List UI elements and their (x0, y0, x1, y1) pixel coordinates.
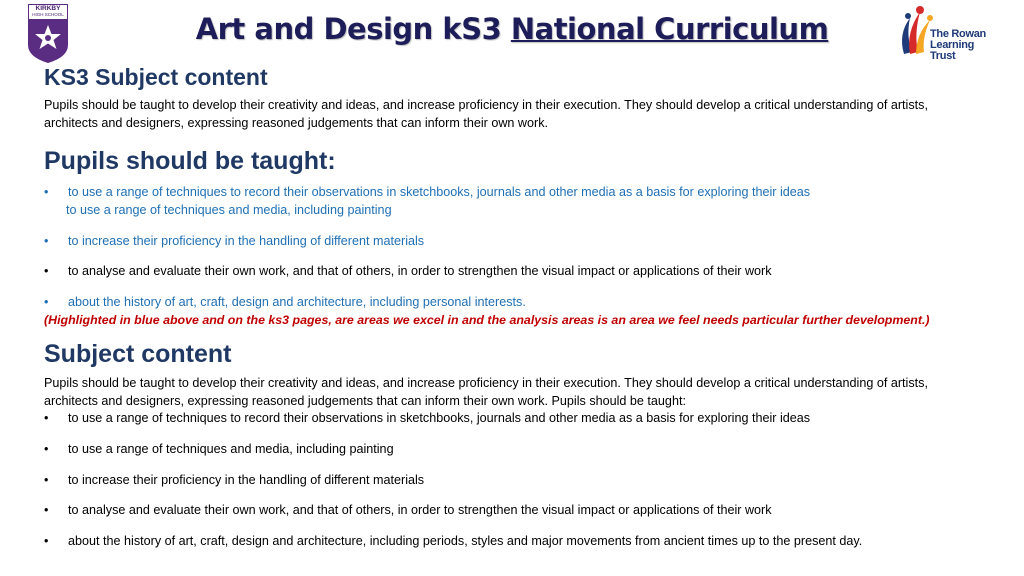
school-logo-subtitle: HIGH SCHOOL (32, 12, 64, 17)
list-item-text: to analyse and evaluate their own work, and that of others, in order to strengthen the visual impact or applications of their work (68, 503, 772, 517)
list-item-text: to analyse and evaluate their own work, and that of others, in order to strengthen the visual impact or applications of their work (68, 264, 772, 278)
bullet-dot: • (44, 264, 49, 278)
ks3-intro-paragraph: Pupils should be taught to develop their creativity and ideas, and increase proficiency in their execution. They should develop a critical understanding of artists, architects and designers, expressing reasoned judgements that can inform their own work. (44, 98, 928, 130)
school-logo-name: KIRKBY (35, 5, 61, 12)
bullet-dot: • (44, 295, 49, 309)
bullet-dot: • (44, 411, 49, 425)
list-item-text: about the history of art, craft, design and architecture, including periods, styles and major movements from ancient times up to the present day. (68, 534, 863, 548)
bullet-dot: • (44, 534, 49, 548)
ks3-subject-heading: KS3 Subject content (44, 64, 268, 90)
trust-logo-text (930, 29, 1000, 62)
trust-logo-line1: The Rowan (930, 28, 986, 40)
highlight-note: (Highlighted in blue above and on the ks3 pages, are areas we excel in and the analysis areas is an area we feel needs particular further development.) (44, 313, 930, 327)
subject-intro-paragraph: Pupils should be taught to develop their creativity and ideas, and increase proficiency in their execution. They should develop a critical understanding of artists, architects and designers, expressing reasoned judgements that can inform their own work. Pupils should be taught: (44, 376, 928, 408)
page-title (0, 12, 1024, 46)
list-item-text: to increase their proficiency in the handling of different materials (68, 234, 425, 248)
bullet-dot: • (44, 442, 49, 456)
list-item-continuation: to use a range of techniques and media, including painting (66, 203, 392, 217)
bullet-dot: • (44, 185, 49, 199)
list-item-text: to use a range of techniques to record their observations in sketchbooks, journals and other media as a basis for exploring their ideas (68, 411, 811, 425)
subject-content-heading: Subject content (44, 340, 232, 368)
national-curriculum-link[interactable]: National Curriculum (510, 12, 829, 46)
trust-logo (896, 4, 1000, 62)
pupils-taught-heading: Pupils should be taught: (44, 147, 336, 175)
list-item-text: to increase their proficiency in the handling of different materials (68, 473, 425, 487)
list-item-text: to use a range of techniques to record their observations in sketchbooks, journals and other media as a basis for exploring their ideas (68, 185, 811, 199)
list-item-text: about the history of art, craft, design and architecture, including personal interests. (68, 295, 526, 309)
list-item-text: to use a range of techniques and media, including painting (68, 442, 394, 456)
trust-logo-line2: Learning Trust (930, 39, 975, 62)
bullet-dot: • (44, 473, 49, 487)
bullet-dot: • (44, 234, 49, 248)
page-title-prefix: Art and Design kS3 (195, 12, 511, 46)
bullet-dot: • (44, 503, 49, 517)
